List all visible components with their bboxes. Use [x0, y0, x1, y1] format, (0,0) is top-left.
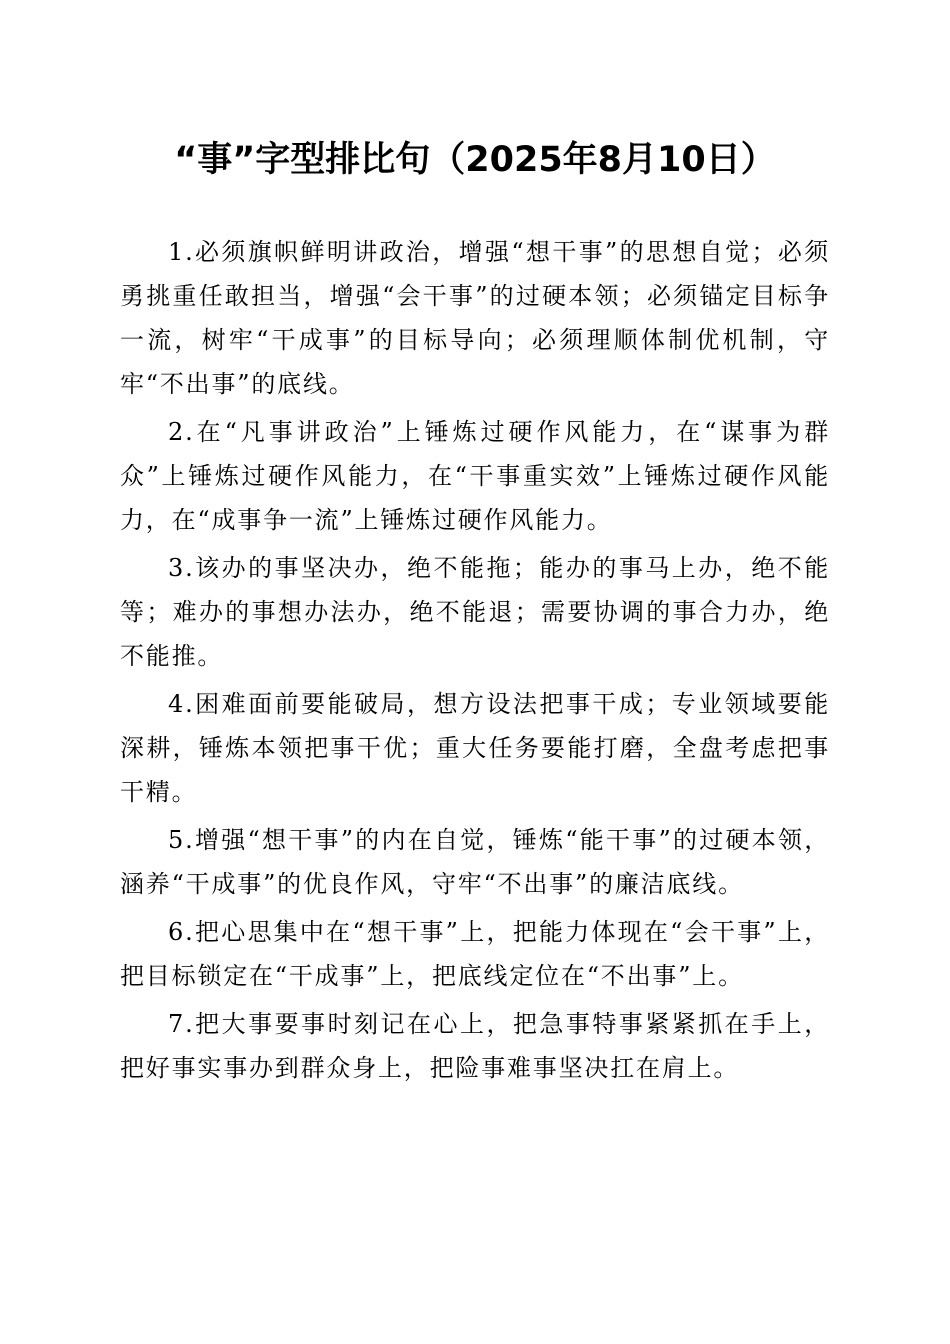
paragraph-5: 5.增强“想干事”的内在自觉，锤炼“能干事”的过硬本领，涵养“干成事”的优良作风，守牢“不出事”的廉洁底线。 — [120, 826, 830, 898]
paragraph-7: 7.把大事要事时刻记在心上，把急事特事紧紧抓在手上，把好事实事办到群众身上，把险事难事坚决扛在肩上。 — [120, 1010, 830, 1082]
paragraph-2: 2.在“凡事讲政治”上锤炼过硬作风能力，在“谋事为群众”上锤炼过硬作风能力，在“干事重实效”上锤炼过硬作风能力，在“成事争一流”上锤炼过硬作风能力。 — [120, 418, 830, 534]
paragraph-1: 1.必须旗帜鲜明讲政治，增强“想干事”的思想自觉；必须勇挑重任敢担当，增强“会干事”的过硬本领；必须锚定目标争一流，树牢“干成事”的目标导向；必须理顺体制优机制，守牢“不出事”的底线。 — [120, 238, 830, 398]
document-body — [120, 230, 830, 1094]
paragraph-6: 6.把心思集中在“想干事”上，把能力体现在“会干事”上，把目标锁定在“干成事”上，把底线定位在“不出事”上。 — [120, 918, 830, 990]
paragraph-3: 3.该办的事坚决办，绝不能拖；能办的事马上办，绝不能等；难办的事想办法办，绝不能退；需要协调的事合力办，绝不能推。 — [120, 554, 830, 670]
document-title: “事”字型排比句（2025年8月10日） — [174, 140, 776, 180]
paragraph-4: 4.困难面前要能破局，想方设法把事干成；专业领域要能深耕，锤炼本领把事干优；重大任务要能打磨，全盘考虑把事干精。 — [120, 690, 830, 806]
